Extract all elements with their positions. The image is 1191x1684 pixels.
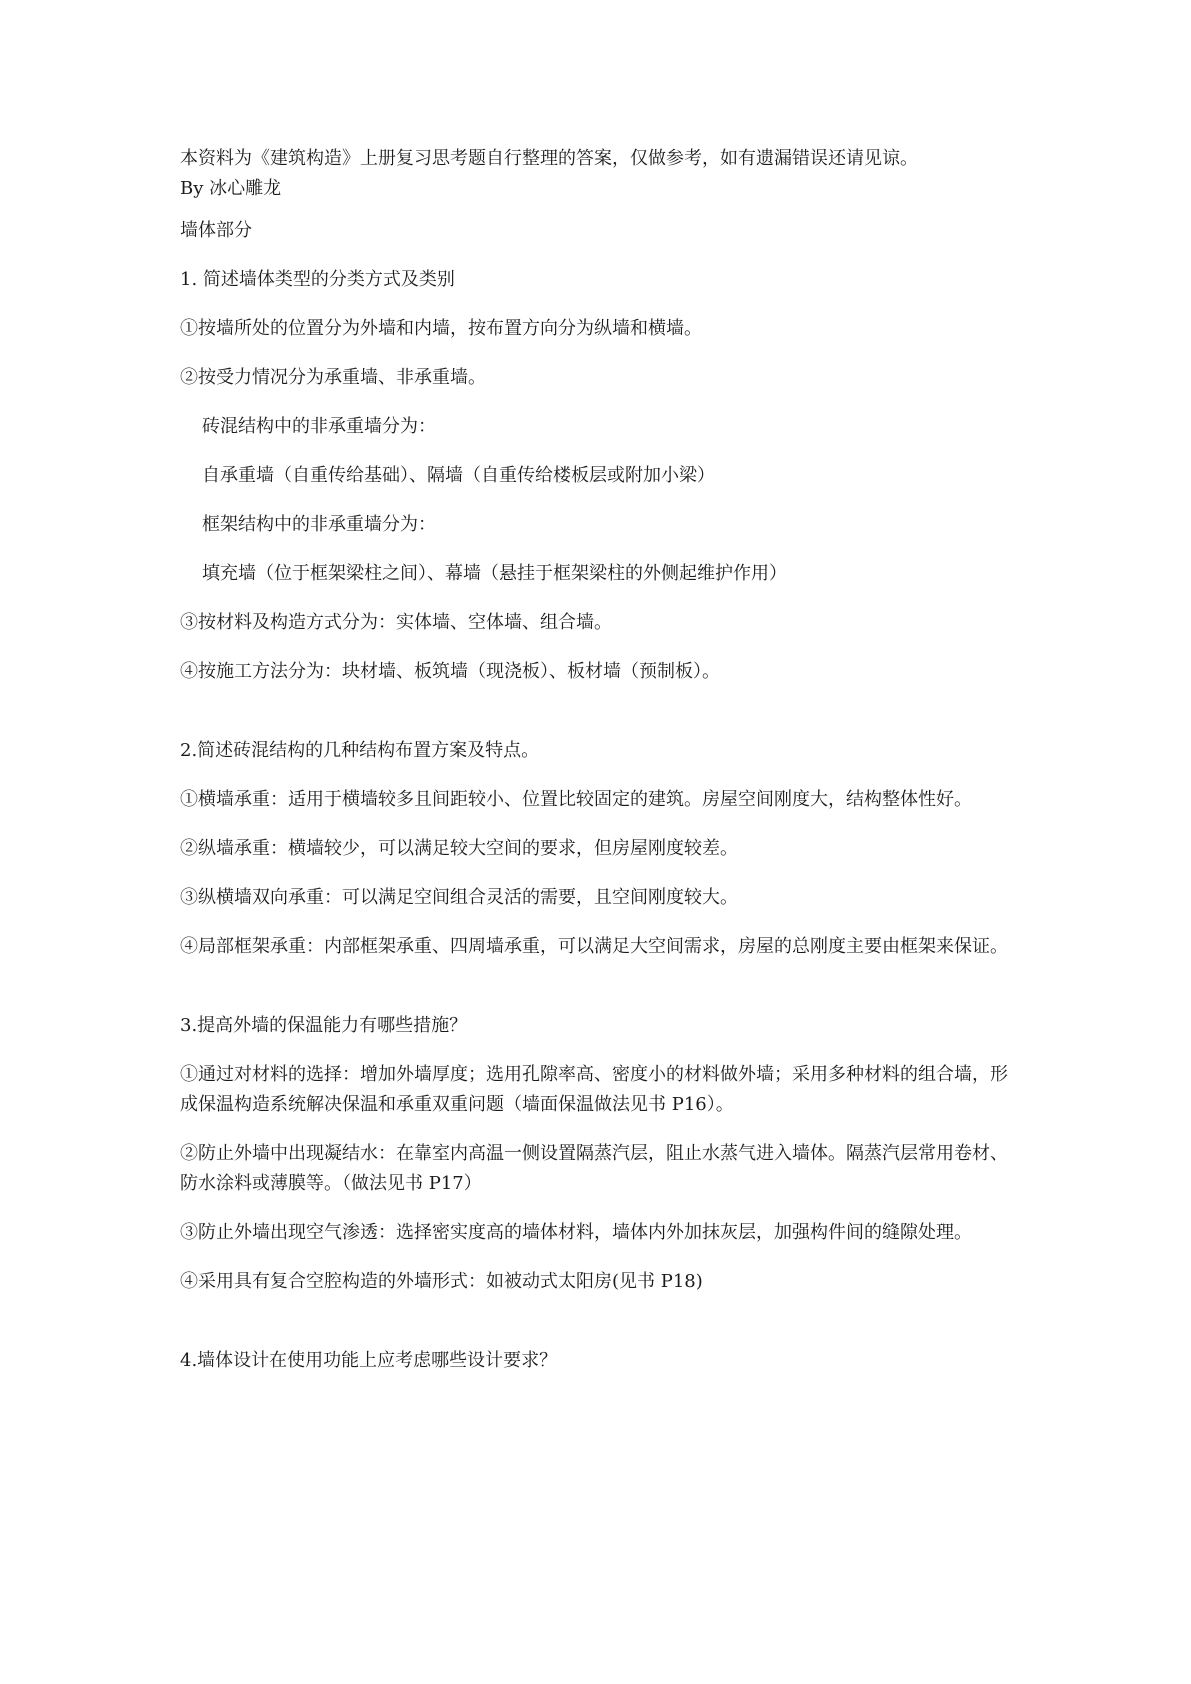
- question-1-title: 1. 简述墙体类型的分类方式及类别: [180, 269, 455, 290]
- question-3-item-4: ④采用具有复合空腔构造的外墙形式：如被动式太阳房(见书 P18): [180, 1271, 703, 1292]
- document-body: [180, 144, 1020, 1376]
- question-3-item-3: ③防止外墙出现空气渗透：选择密实度高的墙体材料，墙体内外加抹灰层，加强构件间的缝隙处理。: [180, 1222, 972, 1243]
- section-title: 墙体部分: [180, 220, 252, 241]
- question-1-subheading-1: 砖混结构中的非承重墙分为：: [202, 416, 436, 437]
- intro-paragraph: 本资料为《建筑构造》上册复习思考题自行整理的答案，仅做参考，如有遗漏错误还请见谅。 By 冰心雕龙: [180, 148, 918, 199]
- question-2-item-3: ③纵横墙双向承重：可以满足空间组合灵活的需要，且空间刚度较大。: [180, 887, 738, 908]
- question-2-item-4: ④局部框架承重：内部框架承重、四周墙承重，可以满足大空间需求，房屋的总刚度主要由框架来保证。: [180, 936, 1008, 957]
- question-4-title: 4.墙体设计在使用功能上应考虑哪些设计要求？: [180, 1350, 558, 1371]
- question-3-item-1: ①通过对材料的选择：增加外墙厚度；选用孔隙率高、密度小的材料做外墙；采用多种材料的组合墙，形成保温构造系统解决保温和承重双重问题（墙面保温做法见书 P16）。: [180, 1064, 1008, 1115]
- question-1-item-2: ②按受力情况分为承重墙、非承重墙。: [180, 367, 486, 388]
- question-2-title: 2.简述砖混结构的几种结构布置方案及特点。: [180, 740, 540, 761]
- question-1-item-1: ①按墙所处的位置分为外墙和内墙，按布置方向分为纵墙和横墙。: [180, 318, 702, 339]
- question-1-subitem-2: 填充墙（位于框架梁柱之间）、幕墙（悬挂于框架梁柱的外侧起维护作用）: [202, 563, 787, 584]
- question-2-item-2: ②纵墙承重：横墙较少，可以满足较大空间的要求，但房屋刚度较差。: [180, 838, 738, 859]
- question-1-subitem-1: 自承重墙（自重传给基础）、隔墙（自重传给楼板层或附加小梁）: [202, 465, 715, 486]
- question-3-title: 3.提高外墙的保温能力有哪些措施？: [180, 1015, 468, 1036]
- question-1-subheading-2: 框架结构中的非承重墙分为：: [202, 514, 436, 535]
- question-3-item-2: ②防止外墙中出现凝结水：在靠室内高温一侧设置隔蒸汽层，阻止水蒸气进入墙体。隔蒸汽层常用卷材、防水涂料或薄膜等。（做法见书 P17）: [180, 1143, 1008, 1194]
- question-1-item-4: ④按施工方法分为：块材墙、板筑墙（现浇板）、板材墙（预制板）。: [180, 661, 720, 682]
- question-2-item-1: ①横墙承重：适用于横墙较多且间距较小、位置比较固定的建筑。房屋空间刚度大，结构整体性好。: [180, 789, 972, 810]
- question-1-item-3: ③按材料及构造方式分为：实体墙、空体墙、组合墙。: [180, 612, 612, 633]
